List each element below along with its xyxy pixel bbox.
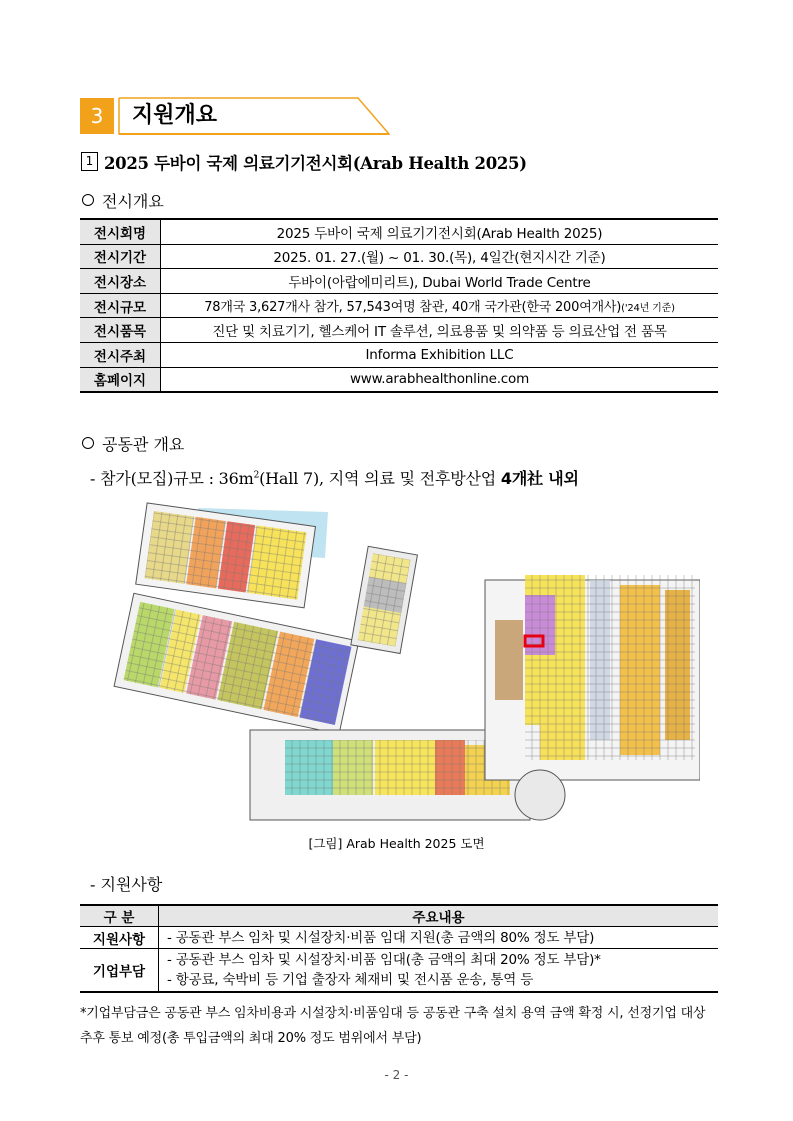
overview-table bbox=[80, 218, 718, 393]
row-label: 전시규모 bbox=[80, 293, 161, 318]
row-line: - 항공료, 숙박비 등 기업 출장자 체재비 및 전시품 운송, 통역 등 bbox=[167, 972, 534, 988]
exhibition-heading: 2025 두바이 국제 의료기기전시회(Arab Health 2025) bbox=[104, 154, 527, 173]
overview-title: 전시개요 bbox=[102, 192, 164, 211]
table-row bbox=[80, 219, 718, 244]
figure-caption: [그림] Arab Health 2025 도면 bbox=[308, 836, 485, 851]
table-row bbox=[80, 927, 718, 949]
scale-note: ('24년 기준) bbox=[621, 303, 675, 315]
row-line: - 공동관 부스 임차 및 시설장치·비품 임대 지원(총 금액의 80% 정도 부담) bbox=[167, 929, 595, 946]
floor-plan-image bbox=[100, 500, 700, 830]
table-header-row bbox=[80, 905, 718, 927]
row-label: 전시품목 bbox=[80, 318, 161, 343]
row-value: 2025. 01. 27.(월) ~ 01. 30.(목), 4일간(현지시간 기준) bbox=[161, 244, 719, 269]
row-value: 두바이(아랍에미리트), Dubai World Trade Centre bbox=[161, 269, 719, 294]
row-label: 전시회명 bbox=[80, 219, 161, 244]
recruit-line bbox=[90, 466, 579, 489]
pavilion-title: 공동관 개요 bbox=[102, 435, 185, 454]
table-row bbox=[80, 244, 718, 269]
support-table bbox=[80, 904, 718, 993]
row-value: 진단 및 치료기기, 헬스케어 IT 솔루션, 의료용품 및 의약품 등 의료산업 전 품목 bbox=[161, 318, 719, 343]
row-value bbox=[161, 293, 719, 318]
row-content bbox=[159, 949, 719, 993]
recruit-prefix: - 참가(모집)규모 : 36m bbox=[90, 469, 254, 488]
scale-text: 78개국 3,627개사 참가, 57,543여명 참관, 40개 국가관(한국 200여개사) bbox=[204, 300, 622, 316]
row-label: 전시주최 bbox=[80, 342, 161, 367]
recruit-bold: 4개社 내외 bbox=[500, 469, 579, 488]
row-value: 2025 두바이 국제 의료기기전시회(Arab Health 2025) bbox=[161, 219, 719, 244]
header-content: 주요내용 bbox=[159, 905, 719, 927]
row-content bbox=[159, 927, 719, 949]
table-row bbox=[80, 949, 718, 993]
row-label: 기업부담 bbox=[80, 949, 159, 993]
row-label: 홈페이지 bbox=[80, 367, 161, 392]
row-value: Informa Exhibition LLC bbox=[161, 342, 719, 367]
page-number: - 2 - bbox=[384, 1068, 409, 1082]
recruit-mid: (Hall 7), 지역 의료 및 전후방산업 bbox=[259, 469, 501, 488]
table-row bbox=[80, 318, 718, 343]
row-label: 전시장소 bbox=[80, 269, 161, 294]
section-number: 3 bbox=[80, 98, 114, 134]
overview-heading bbox=[82, 189, 164, 212]
recruit-sup: 2 bbox=[253, 470, 260, 481]
support-title: - 지원사항 bbox=[90, 875, 163, 894]
table-row bbox=[80, 367, 718, 392]
row-line: - 공동관 부스 임차 및 시설장치·비품 임대(총 금액의 최대 20% 정도 부담)* bbox=[167, 952, 601, 968]
row-label: 지원사항 bbox=[80, 927, 159, 949]
table-row bbox=[80, 293, 718, 318]
row-label: 전시기간 bbox=[80, 244, 161, 269]
circle-bullet-icon bbox=[82, 437, 94, 449]
pavilion-heading bbox=[82, 432, 184, 455]
section-title: 지원개요 bbox=[132, 103, 218, 128]
footnote: *기업부담금은 공동관 부스 임차비용과 시설장치·비품임대 등 공동관 구축 설치 용역 금액 확정 시, 선정기업 대상 추후 통보 예정(총 투입금액의 최대 20% 정도 범위에서 부담) bbox=[80, 1006, 706, 1046]
heading-number-box: 1 bbox=[81, 152, 98, 171]
table-row bbox=[80, 342, 718, 367]
row-value: www.arabhealthonline.com bbox=[161, 367, 719, 392]
header-category: 구 분 bbox=[80, 905, 159, 927]
circle-bullet-icon bbox=[82, 194, 94, 206]
table-row bbox=[80, 269, 718, 294]
